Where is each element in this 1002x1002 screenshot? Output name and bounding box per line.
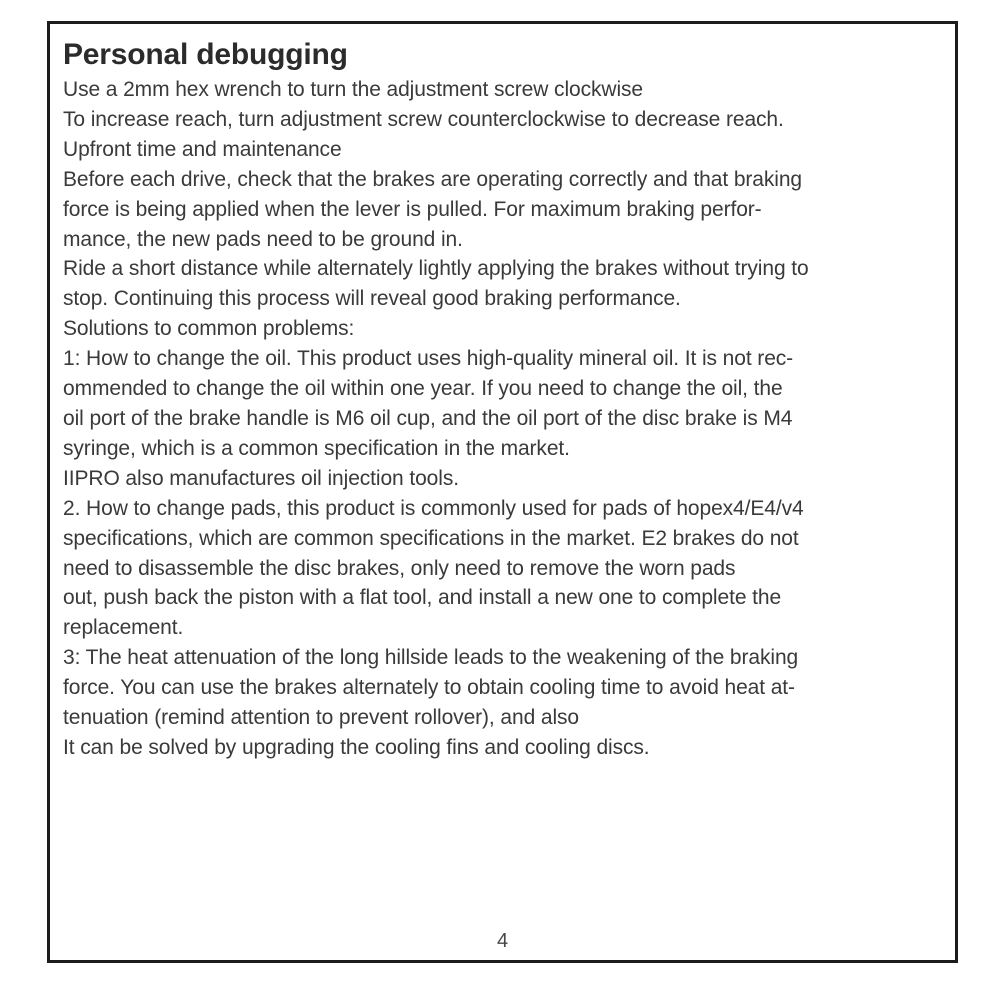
page-title: Personal debugging [63,38,348,71]
body-line: force is being applied when the lever is pulled. For maximum braking perfor- [63,197,762,221]
body-line: Solutions to common problems: [63,317,355,341]
body-line: out, push back the piston with a flat tool, and install a new one to complete the [63,586,782,610]
body-line: Upfront time and maintenance [63,137,342,161]
body-line: ommended to change the oil within one year. If you need to change the oil, the [63,377,783,401]
page-number: 4 [496,930,509,952]
body-line: Ride a short distance while alternately lightly applying the brakes without trying to [63,257,809,281]
body-line: IIPRO also manufactures oil injection tools. [63,466,459,490]
body-text [63,75,947,763]
body-line: specifications, which are common specifications in the market. E2 brakes do not [63,526,799,550]
body-line: Use a 2mm hex wrench to turn the adjustment screw clockwise [63,78,643,101]
body-line: mance, the new pads need to be ground in. [63,227,463,251]
page-content [50,24,955,763]
body-line: stop. Continuing this process will reveal good braking performance. [63,287,681,311]
body-line: 2. How to change pads, this product is commonly used for pads of hopex4/E4/v4 [63,496,804,520]
body-line: To increase reach, turn adjustment screw counterclockwise to decrease reach. [63,107,784,131]
body-line: Before each drive, check that the brakes are operating correctly and that braking [63,167,802,191]
body-line: force. You can use the brakes alternately to obtain cooling time to avoid heat at- [63,676,795,700]
body-line: 3: The heat attenuation of the long hillside leads to the weakening of the braking [63,646,799,670]
body-line: replacement. [63,616,184,640]
body-line: need to disassemble the disc brakes, only need to remove the worn pads [63,556,736,580]
body-line: oil port of the brake handle is M6 oil cup, and the oil port of the disc brake is M4 [63,406,793,430]
page-border [47,21,958,963]
body-line: 1: How to change the oil. This product uses high-quality mineral oil. It is not rec- [63,347,794,371]
body-line: It can be solved by upgrading the cooling fins and cooling discs. [63,735,650,759]
body-line: tenuation (remind attention to prevent rollover), and also [63,706,580,730]
body-line: syringe, which is a common specification in the market. [63,436,570,460]
